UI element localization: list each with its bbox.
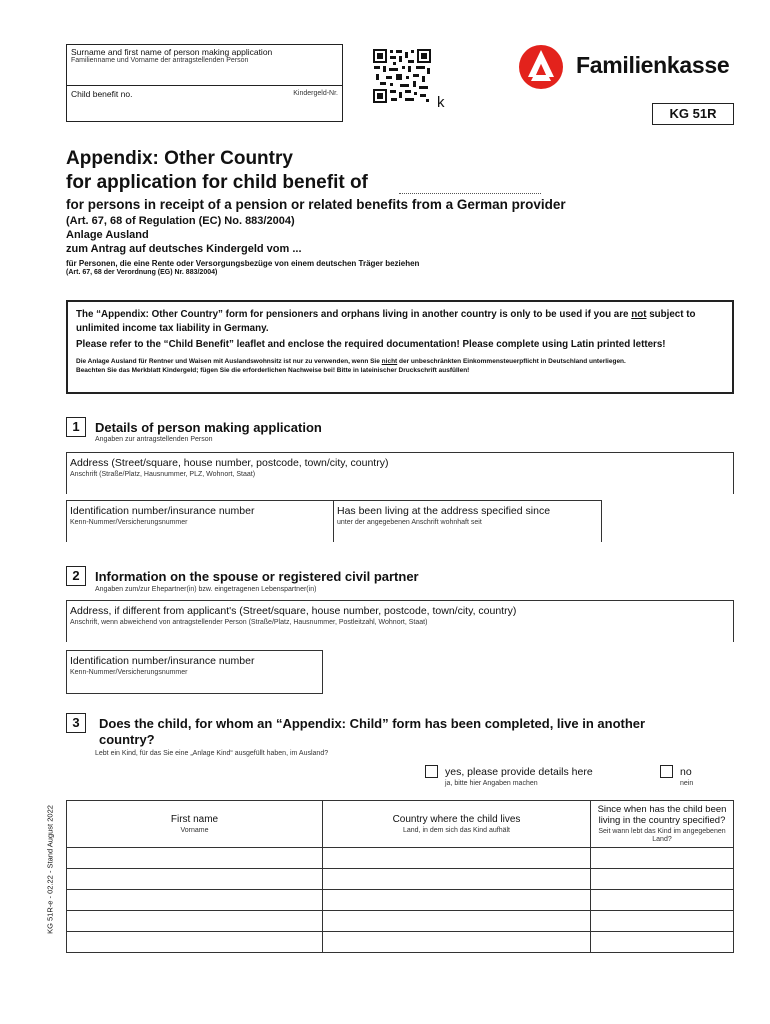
side-note: KG 51R-e - 02.22 - Stand August 2022: [45, 805, 55, 934]
no-checkbox[interactable]: [660, 765, 673, 778]
section2-title: Information on the spouse or registered civil partner: [95, 569, 419, 584]
applicant-since-label-de: unter der angegebenen Anschrift wohnhaft seit: [337, 519, 482, 526]
title-de1: Anlage Ausland: [66, 229, 149, 241]
title-de2: zum Antrag auf deutsches Kindergeld vom ...: [66, 243, 302, 255]
title-line3: for persons in receipt of a pension or related benefits from a German provider: [66, 197, 566, 212]
cell-first-name[interactable]: [67, 932, 323, 953]
cell-country[interactable]: [323, 890, 591, 911]
col-first-name-header: [67, 801, 323, 848]
yes-label: yes, please provide details here: [445, 766, 593, 778]
col-country-label: Country where the child lives: [392, 813, 521, 825]
section2-number: 2: [66, 566, 86, 586]
spouse-address-label-de: Anschrift, wenn abweichend von antragstellender Person (Straße/Platz, Hausnummer, Postleitzahl, Wohnort, Staat): [70, 619, 428, 626]
cell-first-name[interactable]: [67, 890, 323, 911]
table-header-row: [67, 801, 734, 848]
applicant-address-label: Address (Street/square, house number, postcode, town/city, country): [70, 457, 389, 469]
section1-number: 1: [66, 417, 86, 437]
col-country-header: [323, 801, 591, 848]
cell-first-name[interactable]: [67, 869, 323, 890]
title-de3: für Personen, die eine Rente oder Versorgungsbezüge von einem deutschen Träger beziehen: [66, 259, 420, 268]
spouse-address-field[interactable]: [66, 600, 734, 642]
applicant-address-label-de: Anschrift (Straße/Platz, Hausnummer, PLZ, Wohnort, Staat): [70, 471, 256, 478]
col-first-name-label: First name: [170, 813, 219, 825]
spouse-id-field[interactable]: [66, 650, 323, 694]
section3-number: 3: [66, 713, 86, 733]
applicant-since-label: Has been living at the address specified since: [337, 505, 551, 517]
spouse-id-label-de: Kenn-Nummer/Versicherungsnummer: [70, 669, 188, 676]
notice-p1-post: subject to unlimited income tax liability in Germany.: [76, 309, 696, 334]
applicant-id-label: Identification number/insurance number: [70, 505, 255, 517]
applicant-name-label-de: Familienname und Vorname der antragstellenden Person: [71, 57, 249, 64]
cell-since[interactable]: [591, 911, 734, 932]
title-regulation: (Art. 67, 68 of Regulation (EC) No. 883/2004): [66, 215, 295, 227]
cell-country[interactable]: [323, 848, 591, 869]
table-row: [67, 911, 734, 932]
section3-subtitle: Lebt ein Kind, für das Sie eine „Anlage Kind“ ausgefüllt haben, im Ausland?: [95, 750, 329, 757]
section1-subtitle: Angaben zur antragstellenden Person: [95, 436, 213, 443]
applicant-id-label-de: Kenn-Nummer/Versicherungsnummer: [70, 519, 188, 526]
notice-de2: Beachten Sie das Merkblatt Kindergeld; fügen Sie die erforderlichen Nachweise bei! Bitte in lateinischer Druckschrift ausfüllen!: [76, 367, 470, 374]
cell-first-name[interactable]: [67, 848, 323, 869]
application-date-field[interactable]: [399, 193, 541, 194]
cell-since[interactable]: [591, 932, 734, 953]
cell-country[interactable]: [323, 911, 591, 932]
child-benefit-no-label: Child benefit no.: [71, 89, 133, 99]
brand-name: Familienkasse: [576, 52, 730, 78]
col-since-header: [591, 801, 734, 848]
section3-title-line1: Does the child, for whom an “Appendix: Child” form has been completed, live in another: [99, 716, 646, 731]
title-line2: for application for child benefit of: [66, 172, 368, 193]
cell-country[interactable]: [323, 869, 591, 890]
title-de4: (Art. 67, 68 der Verordnung (EG) Nr. 883/2004): [66, 269, 218, 276]
child-benefit-no-label-de: Kindergeld-Nr.: [293, 90, 338, 97]
qr-code: [372, 48, 432, 104]
child-benefit-no-box[interactable]: [66, 86, 343, 122]
table-row: [67, 890, 734, 911]
notice-p2: Please refer to the “Child Benefit” leaflet and enclose the required documentation! Please complete using Latin printed letters!: [76, 339, 666, 350]
col-country-label-de: Land, in dem sich das Kind aufhält: [402, 826, 510, 834]
no-label: no: [680, 766, 692, 778]
familienkasse-logo-icon: [518, 44, 564, 90]
section2-subtitle: Angaben zum/zur Ehepartner(in) bzw. eingetragenen Lebenspartner(in): [95, 586, 317, 593]
cell-since[interactable]: [591, 869, 734, 890]
cell-first-name[interactable]: [67, 911, 323, 932]
title-line1: Appendix: Other Country: [66, 148, 293, 169]
col-first-name-label-de: Vorname: [180, 826, 209, 834]
applicant-id-field[interactable]: [66, 500, 334, 542]
yes-label-de: ja, bitte hier Angaben machen: [445, 780, 538, 787]
qr-suffix: k: [437, 94, 445, 111]
form-code-box: [652, 103, 734, 125]
spouse-address-label: Address, if different from applicant's (Street/square, house number, postcode, town/city, country): [70, 605, 517, 617]
cell-since[interactable]: [591, 890, 734, 911]
applicant-since-field[interactable]: [334, 500, 602, 542]
spouse-id-label: Identification number/insurance number: [70, 655, 255, 667]
notice-p1: [76, 308, 724, 336]
section1-title: Details of person making application: [95, 420, 322, 435]
table-row: [67, 932, 734, 953]
col-since-label: Since when has the child been living in the country specified?: [597, 804, 727, 826]
notice-box: [66, 300, 734, 394]
notice-de1-nicht: nicht: [381, 358, 398, 365]
col-since-label-de: Seit wann lebt das Kind im angegebenen Land?: [598, 828, 726, 843]
no-label-de: nein: [680, 780, 694, 787]
table-row: [67, 848, 734, 869]
notice-de1-post: der unbeschränkten Einkommensteuerpflicht in Deutschland unterliegen.: [397, 358, 626, 365]
applicant-address-field[interactable]: [66, 452, 734, 494]
notice-p1-pre: The “Appendix: Other Country” form for pensioners and orphans living in another country is only to be used if you are: [76, 309, 629, 320]
notice-de1-pre: Die Anlage Ausland für Rentner und Waisen mit Auslandswohnsitz ist nur zu verwenden, wenn Sie: [76, 358, 382, 365]
children-table: [66, 800, 734, 953]
form-code: KG 51R: [669, 106, 717, 121]
notice-p1-not: not: [631, 309, 647, 320]
applicant-name-label: Surname and first name of person making application: [71, 47, 273, 57]
yes-checkbox[interactable]: [425, 765, 438, 778]
table-row: [67, 869, 734, 890]
cell-since[interactable]: [591, 848, 734, 869]
cell-country[interactable]: [323, 932, 591, 953]
notice-de1: [76, 357, 724, 366]
section3-title-line2: country?: [99, 732, 155, 747]
applicant-name-box[interactable]: [66, 44, 343, 86]
